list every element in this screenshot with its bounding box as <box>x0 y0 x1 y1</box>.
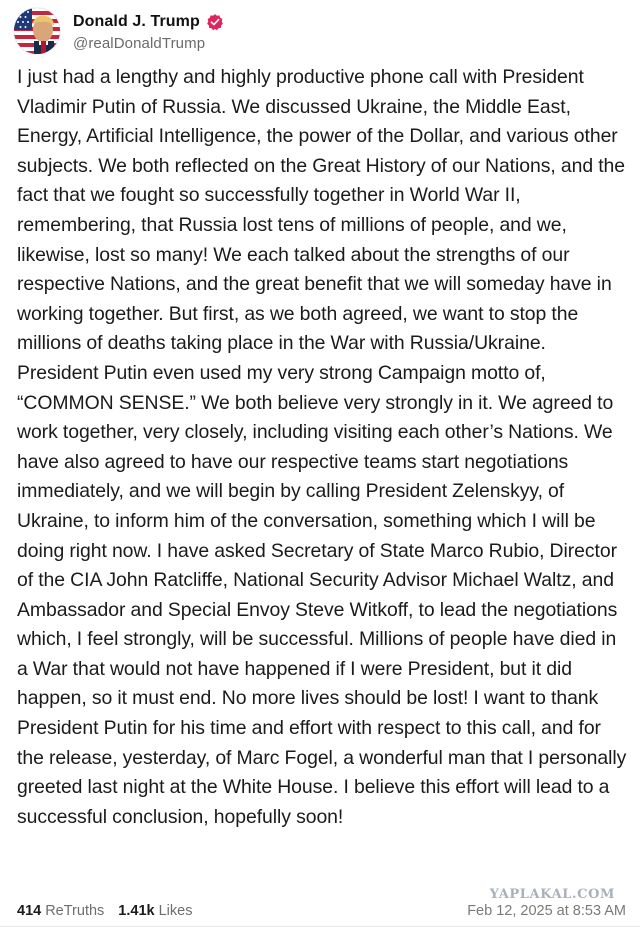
verified-badge-icon <box>206 13 224 31</box>
post-timestamp[interactable]: Feb 12, 2025 at 8:53 AM <box>467 903 626 919</box>
display-name[interactable]: Donald J. Trump <box>73 12 200 30</box>
watermark-text: YAPLAKAL.COM <box>489 887 615 902</box>
post-stats <box>17 903 206 919</box>
user-meta <box>73 8 224 54</box>
post-footer <box>17 899 626 923</box>
likes-count: 1.41k <box>118 903 155 919</box>
post-header <box>14 6 224 56</box>
retruths-stat[interactable] <box>17 903 104 919</box>
likes-label: Likes <box>158 903 193 919</box>
likes-stat[interactable] <box>118 903 192 919</box>
post-body-text: I just had a lengthy and highly productive phone call with President Vladimir Putin of Russia. We discussed Ukraine, the Middle East, Energy, Artificial Intelligence, the power of the Dollar, and various other subjects. We both reflected on the Great History of our Nations, and the fact that we fought so successfully together in World War II, remembering, that Russia lost tens of millions of people, and we, likewise, lost so many! We each talked about the strengths of our respective Nations, and the great benefit that we will someday have in working together. But first, as we both agreed, we want to stop the millions of deaths taking place in the War with Russia/Ukraine. President Putin even used my very strong Campaign motto of, “COMMON SENSE.” We both believe very strongly in it. We agreed to work together, very closely, including visiting each other’s Nations. We have also agreed to have our respective teams start negotiations immediately, and we will begin by calling President Zelenskyy, of Ukraine, to inform him of the conversation, something which I will be doing right now. I have asked Secretary of State Marco Rubio, Director of the CIA John Ratcliffe, National Security Advisor Michael Waltz, and Ambassador and Special Envoy Steve Witkoff, to lead the negotiations which, I feel strongly, will be successful. Millions of people have died in a War that would not have happened if I were President, but it did happen, so it must end. No more lives should be lost! I want to thank President Putin for his time and effort with respect to this call, and for the release, yesterday, of Marc Fogel, a wonderful man that I personally greeted last night at the White House. I believe this effort will lead to a successful conclusion, hopefully soon! <box>17 66 627 828</box>
user-handle[interactable]: @realDonaldTrump <box>73 34 206 52</box>
retruths-count: 414 <box>17 903 42 919</box>
avatar-flag-portrait-icon <box>14 8 60 54</box>
profile-avatar-icon[interactable] <box>14 8 60 54</box>
name-row <box>73 11 224 33</box>
retruths-label: ReTruths <box>45 903 105 919</box>
